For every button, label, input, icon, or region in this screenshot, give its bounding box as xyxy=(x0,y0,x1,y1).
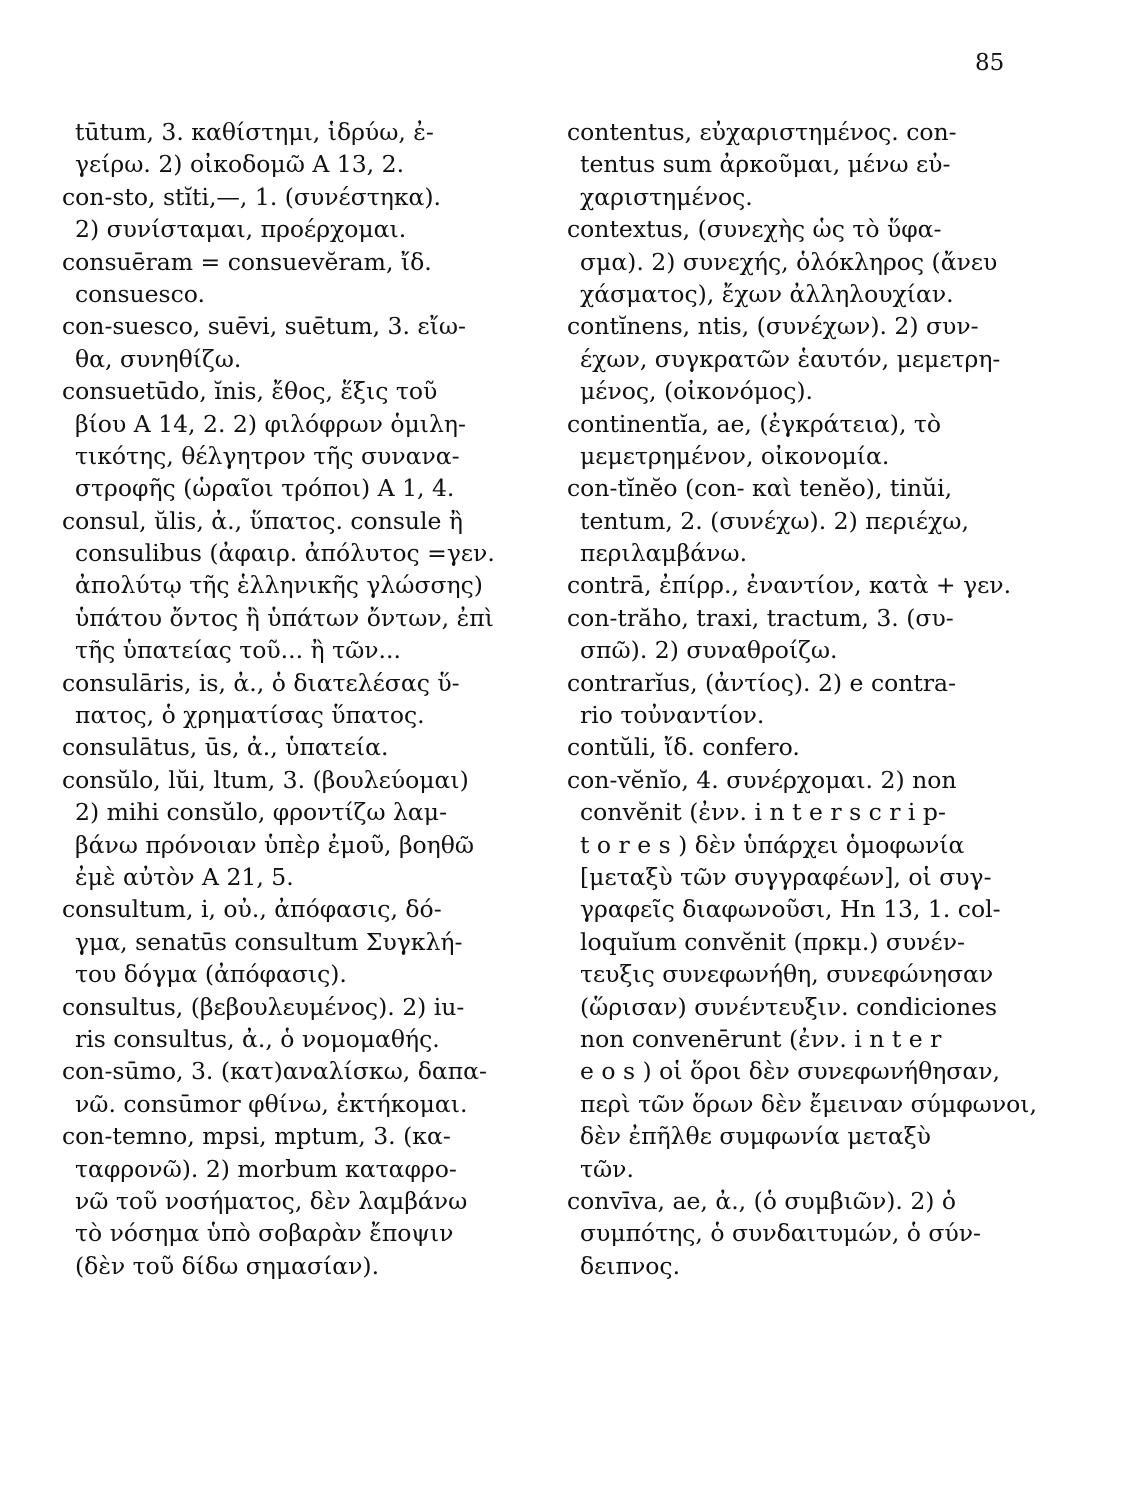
dictionary-line: του δόγμα (ἀπόφασις). xyxy=(75,960,347,989)
dictionary-line: contrā, ἐπίρρ., ἐναντίον, κατὰ + γεν. xyxy=(567,571,1012,600)
dictionary-line: ris consultus, ἀ., ὁ νομομαθής. xyxy=(75,1024,440,1053)
dictionary-line: consulātus, ūs, ἀ., ὑπατεία. xyxy=(62,733,389,762)
dictionary-line: περὶ τῶν ὅρων δὲν ἔμειναν σύμφωνοι, xyxy=(580,1089,1037,1118)
dictionary-line: θα, συνηθίζω. xyxy=(75,344,242,373)
dictionary-line: ἐμὲ αὐτὸν Α 21, 5. xyxy=(75,862,294,891)
dictionary-line: γμα, senatūs consultum Συγκλή- xyxy=(75,927,463,956)
dictionary-line: convĕnit (ἐνν. i n t e r s c r i p- xyxy=(580,798,946,827)
dictionary-line: contextus, (συνεχὴς ὡς τὸ ὕφα- xyxy=(567,215,942,244)
dictionary-line: βάνω πρόνοιαν ὑπὲρ ἐμοῦ, βοηθῶ xyxy=(75,830,475,859)
dictionary-line: [μεταξὺ τῶν συγγραφέων], οἱ συγ- xyxy=(580,862,992,891)
dictionary-line: consŭlo, lŭi, ltum, 3. (βουλεύομαι) xyxy=(62,765,469,794)
dictionary-line: νῶ τοῦ νοσήματος, δὲν λαμβάνω xyxy=(75,1186,468,1215)
dictionary-line: έχων, συγκρατῶν ἑαυτόν, μεμετρη- xyxy=(580,344,1001,373)
dictionary-line: con-tĭnĕo (con- καὶ tenĕo), tinŭi, xyxy=(567,474,953,503)
page-number: 85 xyxy=(975,50,1005,76)
dictionary-line: contentus, εὐχαριστημένος. con- xyxy=(567,118,957,146)
dictionary-line: σμα). 2) συνεχής, ὁλόκληρος (ἄνευ xyxy=(580,247,998,276)
dictionary-line: non convenērunt (ἐνν. i n t e r xyxy=(580,1024,942,1053)
dictionary-line: consultus, (βεβουλευμένος). 2) iu- xyxy=(62,992,465,1021)
dictionary-line: tūtum, 3. καθίστημι, ἱδρύω, ἐ- xyxy=(75,118,434,146)
dictionary-line: con-vĕnĭo, 4. συνέρχομαι. 2) non xyxy=(567,765,957,794)
dictionary-line: tentus sum ἀρκοῦμαι, μένω εὐ- xyxy=(580,150,951,179)
dictionary-line: νῶ. consūmor φθίνω, ἐκτήκομαι. xyxy=(75,1089,468,1118)
dictionary-line: βίου Α 14, 2. 2) φιλόφρων ὁμιλη- xyxy=(75,409,466,438)
dictionary-line: μεμετρημένον, οἰκονομία. xyxy=(580,441,890,470)
dictionary-line: πατος, ὁ χρηματίσας ὕπατος. xyxy=(75,701,425,730)
dictionary-line: περιλαμβάνω. xyxy=(580,539,748,568)
dictionary-line: συμπότης, ὁ συνδαιτυμών, ὁ σύν- xyxy=(580,1219,981,1248)
dictionary-line: γείρω. 2) οἰκοδομῶ Α 13, 2. xyxy=(75,150,405,179)
dictionary-line: continentĭa, ae, (ἐγκράτεια), τὸ xyxy=(567,409,942,438)
right-column xyxy=(567,116,1067,1282)
left-column xyxy=(62,116,532,1282)
dictionary-line: convīva, ae, ἀ., (ὁ συμβιῶν). 2) ὁ xyxy=(567,1186,957,1215)
dictionary-line: χαριστημένος. xyxy=(580,182,753,211)
dictionary-line: (ὥρισαν) συνέντευξιν. condiciones xyxy=(580,992,998,1021)
dictionary-line: contŭli, ἴδ. confero. xyxy=(567,733,800,762)
dictionary-line: consuesco. xyxy=(75,279,205,308)
dictionary-line: τευξις συνεφωνήθη, συνεφώνησαν xyxy=(580,960,994,989)
dictionary-line: ταφρονῶ). 2) morbum καταφρο- xyxy=(75,1154,457,1183)
dictionary-line: (δὲν τοῦ δίδω σημασίαν). xyxy=(75,1251,380,1280)
dictionary-line: 2) mihi consŭlo, φροντίζω λαμ- xyxy=(75,798,448,827)
dictionary-line: τικότης, θέλγητρον τῆς συνανα- xyxy=(75,441,460,470)
dictionary-line: τῶν. xyxy=(580,1154,634,1183)
dictionary-line: loquĭum convĕnit (πρκμ.) συνέν- xyxy=(580,927,965,956)
dictionary-line: δειπνος. xyxy=(580,1251,681,1280)
dictionary-line: con-sūmo, 3. (κατ)αναλίσκω, δαπα- xyxy=(62,1057,487,1086)
dictionary-line: γραφεῖς διαφωνοῦσι, Hn 13, 1. col- xyxy=(580,895,1001,924)
dictionary-line: στροφῆς (ὡραῖοι τρόποι) Α 1, 4. xyxy=(75,474,455,503)
dictionary-line: rio τοὐναντίον. xyxy=(580,701,765,730)
dictionary-line: con-sto, stĭti,—, 1. (συνέστηκα). xyxy=(62,182,442,211)
dictionary-line: μένος, (οἰκονόμος). xyxy=(580,377,814,406)
dictionary-line: contĭnens, ntis, (συνέχων). 2) συν- xyxy=(567,312,979,341)
dictionary-line: tentum, 2. (συνέχω). 2) περιέχω, xyxy=(580,506,969,535)
dictionary-line: consultum, i, οὐ., ἀπόφασις, δό- xyxy=(62,895,442,924)
dictionary-line: τὸ νόσημα ὑπὸ σοβαρὰν ἔποψιν xyxy=(75,1219,454,1248)
dictionary-line: consuetūdo, ĭnis, ἔθος, ἕξις τοῦ xyxy=(62,377,438,406)
dictionary-line: t o r e s ) δὲν ὑπάρχει ὁμοφωνία xyxy=(580,830,965,859)
dictionary-line: τῆς ὑπατείας τοῦ... ἢ τῶν... xyxy=(75,636,401,665)
dictionary-line: contrarĭus, (ἀντίος). 2) e contra- xyxy=(567,668,957,697)
dictionary-line: con-suesco, suēvi, suētum, 3. εἴω- xyxy=(62,312,466,341)
dictionary-line: σπῶ). 2) συναθροίζω. xyxy=(580,636,838,665)
dictionary-line: 2) συνίσταμαι, προέρχομαι. xyxy=(75,215,407,244)
dictionary-line: consulibus (ἀφαιρ. ἀπόλυτος =γεν. xyxy=(75,539,495,568)
dictionary-line: con-trăho, traxi, tractum, 3. (συ- xyxy=(567,603,954,632)
dictionary-line: consul, ŭlis, ἀ., ὕπατος. consule ἢ xyxy=(62,506,464,535)
dictionary-line: e o s ) οἱ ὅροι δὲν συνεφωνήθησαν, xyxy=(580,1057,1000,1086)
dictionary-line: con-temno, mpsi, mptum, 3. (κα- xyxy=(62,1122,451,1151)
dictionary-line: χάσματος), ἔχων ἀλληλουχίαν. xyxy=(580,279,954,308)
dictionary-line: consulāris, is, ἀ., ὁ διατελέσας ὕ- xyxy=(62,668,460,697)
dictionary-line: ἀπολύτῳ τῆς ἑλληνικῆς γλώσσης) xyxy=(75,571,483,600)
dictionary-line: ὑπάτου ὄντος ἢ ὑπάτων ὄντων, ἐπὶ xyxy=(75,603,494,632)
dictionary-line: consuēram = consuevĕram, ἴδ. xyxy=(62,247,432,276)
dictionary-line: δὲν ἐπῆλθε συμφωνία μεταξὺ xyxy=(580,1122,931,1151)
